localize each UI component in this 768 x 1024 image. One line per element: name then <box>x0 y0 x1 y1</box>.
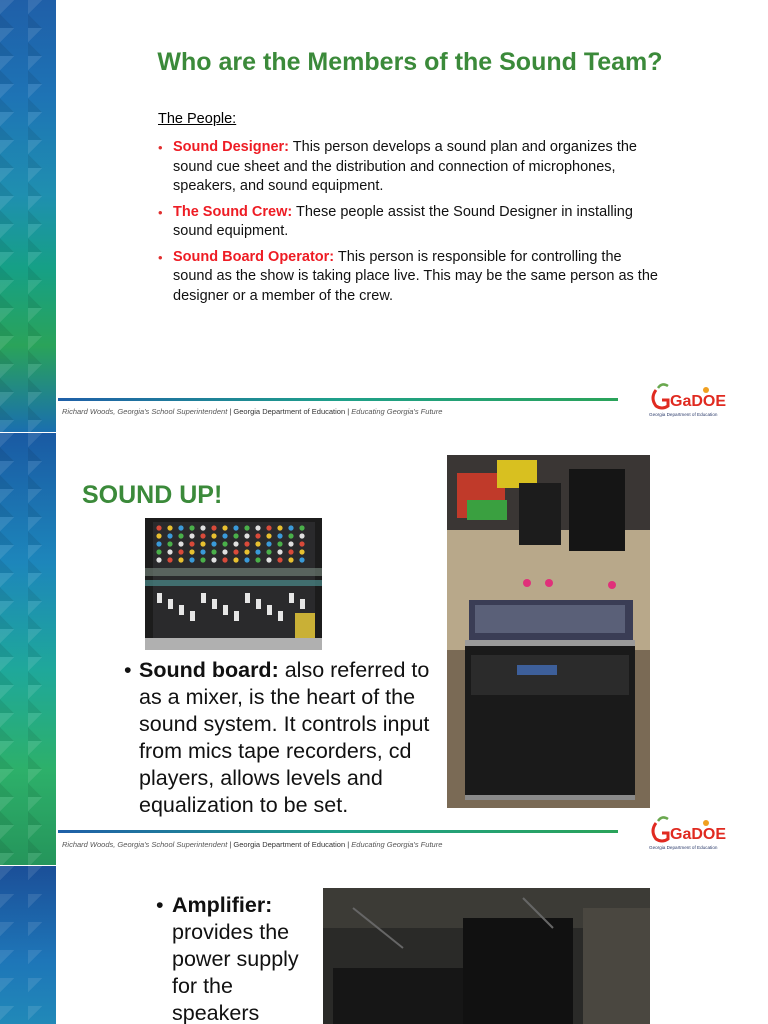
mixer-knob <box>255 557 260 562</box>
mixer-knob <box>167 549 172 554</box>
description: This person develops a sound plan and organizes the sound cue sheet and the distribution and connection of microphones, speakers, and sound equipment. <box>173 139 637 194</box>
mixer-knob <box>288 557 293 562</box>
term: Sound Designer: <box>173 139 290 155</box>
slide-amplifier <box>0 866 768 1024</box>
mixer-knob <box>156 533 161 538</box>
term: Sound Board Operator: <box>173 248 335 265</box>
mixer-knob <box>277 549 282 554</box>
mixer-knob <box>255 541 260 546</box>
slide-sound-team <box>0 0 768 432</box>
mixer-knob <box>299 549 304 554</box>
list-item <box>158 203 658 242</box>
bullet: • <box>156 893 164 917</box>
mixer-knob <box>222 557 227 562</box>
mixer-knob <box>299 525 304 530</box>
mixer-knob <box>167 541 172 546</box>
mixer-knob <box>255 525 260 530</box>
mixer-knob <box>222 541 227 546</box>
mixer-knob <box>233 541 238 546</box>
logo-text: GaDOE <box>670 826 727 843</box>
mixer-knob <box>200 525 205 530</box>
mixer-knob <box>167 525 172 530</box>
mixer-knob <box>288 533 293 538</box>
mixer-knob <box>156 525 161 530</box>
mixer-fader <box>168 599 173 609</box>
slide-title: SOUND UP! <box>82 481 223 509</box>
mixer-knob <box>178 541 183 546</box>
mixer-fader <box>190 611 195 621</box>
list-item <box>158 248 658 307</box>
mixer-knob <box>288 541 293 546</box>
footer-credit: Richard Woods, Georgia's School Superintendent | Georgia Department of Education | Educating Georgia's Future <box>62 407 443 416</box>
mixer-knob <box>266 533 271 538</box>
mixer-knob <box>299 557 304 562</box>
mixer-knob <box>255 549 260 554</box>
footer-rule <box>58 398 618 401</box>
slide-title: Who are the Members of the Sound Team? <box>157 48 663 76</box>
mixer-knob <box>244 533 249 538</box>
mixer-fader <box>278 611 283 621</box>
mixer-fader <box>223 605 228 615</box>
logo-text: GaDOE <box>670 393 727 410</box>
mixer-knob <box>233 549 238 554</box>
section-heading: The People: <box>158 111 237 127</box>
mixer-knob <box>200 533 205 538</box>
mixer-knob <box>211 525 216 530</box>
slide-sound-up <box>0 433 768 865</box>
mixer-photo <box>145 518 322 650</box>
term: Amplifier: <box>172 893 273 917</box>
mixer-rack-photo <box>447 455 650 808</box>
mixer-knob <box>189 549 194 554</box>
people-list <box>158 138 658 312</box>
mixer-knob <box>156 549 161 554</box>
mixer-knob <box>266 557 271 562</box>
gadoe-logo <box>648 813 744 853</box>
mixer-knob <box>178 549 183 554</box>
bullet: • <box>124 658 132 682</box>
mixer-fader <box>212 599 217 609</box>
mixer-knob <box>255 533 260 538</box>
list-item <box>158 138 658 197</box>
mixer-knob <box>211 541 216 546</box>
decorative-side-band <box>0 866 56 1024</box>
mixer-knob <box>277 541 282 546</box>
mixer-knob <box>211 557 216 562</box>
mixer-knob <box>244 549 249 554</box>
mixer-fader <box>201 593 206 603</box>
mixer-knob <box>189 541 194 546</box>
mixer-fader <box>245 593 250 603</box>
logo-subtext: Georgia Department of Education <box>649 845 718 850</box>
mixer-knob <box>178 525 183 530</box>
mixer-knob <box>211 533 216 538</box>
footer-credit: Richard Woods, Georgia's School Superintendent | Georgia Department of Education | Educating Georgia's Future <box>62 840 443 849</box>
mixer-knob <box>277 525 282 530</box>
decorative-side-band <box>0 0 56 432</box>
mixer-knob <box>178 557 183 562</box>
mixer-knob <box>200 557 205 562</box>
mixer-knob <box>189 533 194 538</box>
mixer-knob <box>299 533 304 538</box>
sound-board-description <box>124 657 444 819</box>
mixer-knob <box>233 525 238 530</box>
description: provides the power supply for the speakers <box>172 920 299 1024</box>
decorative-side-band <box>0 433 56 865</box>
mixer-knob <box>211 549 216 554</box>
mixer-knob <box>189 525 194 530</box>
mixer-knob <box>277 533 282 538</box>
mixer-knob <box>266 549 271 554</box>
mixer-knob <box>244 541 249 546</box>
footer-rule <box>58 830 618 833</box>
mixer-knob <box>189 557 194 562</box>
description: These people assist the Sound Designer in installing sound equipment. <box>173 203 633 239</box>
mixer-knob <box>244 557 249 562</box>
mixer-fader <box>289 593 294 603</box>
mixer-knob <box>233 557 238 562</box>
mixer-knob <box>222 549 227 554</box>
logo-subtext: Georgia Department of Education <box>649 412 718 417</box>
mixer-knob <box>277 557 282 562</box>
mixer-knob <box>200 541 205 546</box>
mixer-knob <box>266 525 271 530</box>
mixer-knob <box>167 533 172 538</box>
mixer-knob <box>299 541 304 546</box>
mixer-knob <box>156 541 161 546</box>
mixer-knob <box>222 533 227 538</box>
mixer-fader <box>234 611 239 621</box>
mixer-knob <box>244 525 249 530</box>
mixer-fader <box>157 593 162 603</box>
mixer-knob <box>288 549 293 554</box>
description: This person is responsible for controlling the sound as the show is taking place live. This may be the same person as the designer or a member of the crew. <box>173 248 658 304</box>
mixer-fader <box>300 599 305 609</box>
amplifier-description <box>156 892 316 1024</box>
mixer-knob <box>167 557 172 562</box>
mixer-knob <box>266 541 271 546</box>
gadoe-logo <box>648 380 744 420</box>
mixer-fader <box>256 599 261 609</box>
mixer-knob <box>222 525 227 530</box>
mixer-knob <box>156 557 161 562</box>
term: The Sound Crew: <box>173 203 293 220</box>
mixer-fader <box>267 605 272 615</box>
mixer-knob <box>178 533 183 538</box>
term: Sound board: <box>139 658 279 682</box>
description: also referred to as a mixer, is the heart of the sound system. It controls input from mics tape recorders, cd players, allows levels and equalization to be set. <box>139 658 430 817</box>
mixer-knob <box>233 533 238 538</box>
mixer-fader <box>179 605 184 615</box>
mixer-knob <box>288 525 293 530</box>
amplifier-photo <box>323 888 650 1024</box>
mixer-knob <box>200 549 205 554</box>
